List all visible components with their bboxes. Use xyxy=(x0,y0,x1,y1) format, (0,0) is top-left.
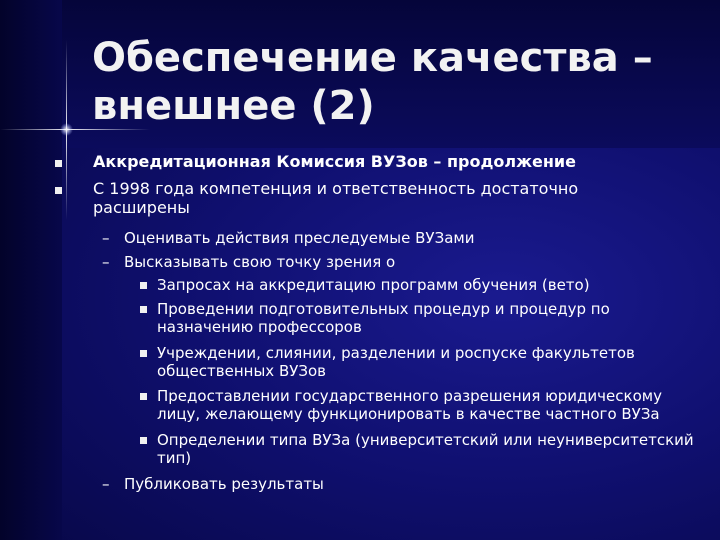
dash-marker: – xyxy=(102,229,110,247)
bullet-square-icon xyxy=(140,393,147,400)
bullet-square-icon xyxy=(140,437,147,444)
bullet-l1-1: Аккредитационная Комиссия ВУЗов – продолжение xyxy=(93,152,576,171)
bullet-l2-3: Публиковать результаты xyxy=(124,475,324,493)
light-flare-center xyxy=(60,123,73,136)
bullet-square-icon xyxy=(55,160,62,167)
bullet-l2-1: Оценивать действия преследуемые ВУЗами xyxy=(124,229,475,247)
bullet-l2-2: Высказывать свою точку зрения о xyxy=(124,253,396,271)
slide-title: Обеспечение качества – внешнее (2) xyxy=(92,35,653,129)
bullet-l3-1: Запросах на аккредитацию программ обучения (вето) xyxy=(157,276,590,294)
bullet-square-icon xyxy=(140,350,147,357)
bullet-l3-4: Предоставлении государственного разрешения юридическому лицу, желающему функционировать в качестве частного ВУЗа xyxy=(157,387,662,423)
bullet-square-icon xyxy=(140,306,147,313)
bullet-l3-5: Определении типа ВУЗа (университетский или неуниверситетский тип) xyxy=(157,431,694,467)
dash-marker: – xyxy=(102,253,110,271)
left-decor-band xyxy=(0,0,62,540)
dash-marker: – xyxy=(102,475,110,493)
bullet-square-icon xyxy=(140,282,147,289)
bullet-l1-2: С 1998 года компетенция и ответственность достаточно расширены xyxy=(93,179,579,217)
bullet-l3-3: Учреждении, слиянии, разделении и роспуске факультетов общественных ВУЗов xyxy=(157,344,635,380)
bullet-square-icon xyxy=(55,187,62,194)
bullet-l3-2: Проведении подготовительных процедур и процедур по назначению профессоров xyxy=(157,300,610,336)
